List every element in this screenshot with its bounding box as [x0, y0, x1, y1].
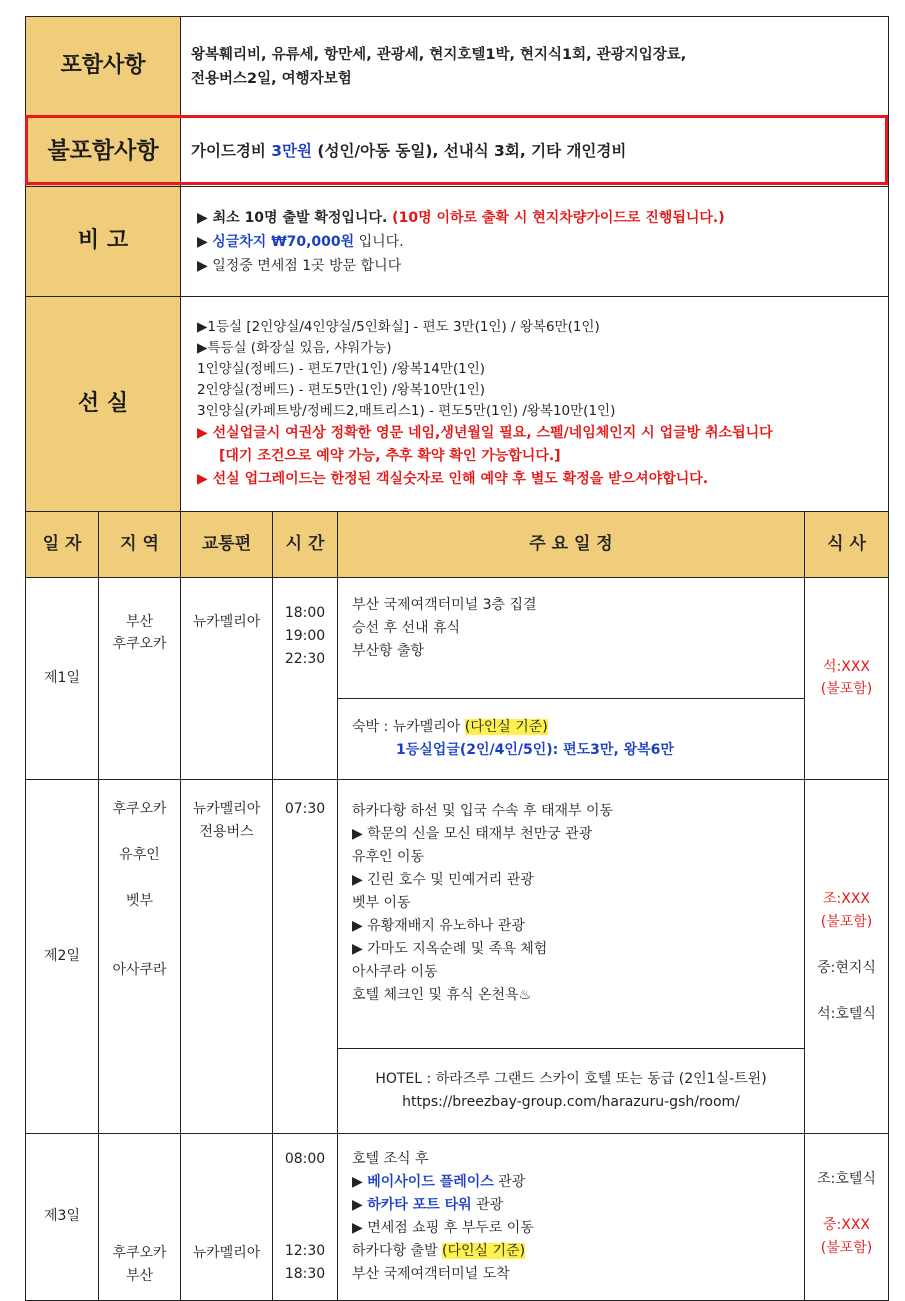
schedule-item: 벳부 이동	[352, 895, 411, 911]
schedule-item: 부산항 출항	[352, 643, 425, 659]
day2-hotel	[338, 1049, 805, 1134]
region-name: 벳부	[125, 893, 154, 909]
time-value: 22:30	[284, 651, 326, 667]
hotel-name: HOTEL : 하라즈루 그랜드 스카이 호텔 또는 동급 (2인1실-트윈)	[375, 1071, 767, 1087]
time-value: 08:00	[284, 1151, 326, 1167]
day3-transport: 뉴카멜리아	[181, 1134, 273, 1301]
schedule-item: ▶ 긴린 호수 및 민예거리 관광	[352, 872, 534, 888]
meal-note: (불포함)	[820, 1240, 873, 1256]
region-name: 후쿠오카	[112, 801, 167, 817]
region-name: 아사쿠라	[112, 962, 167, 978]
schedule-item: ▶ 학문의 신을 모신 태재부 천만궁 관광	[352, 826, 593, 842]
schedule-item: 승선 후 선내 휴식	[352, 620, 461, 636]
stay-basis: (다인실 기준)	[442, 1243, 526, 1259]
day3-schedule	[338, 1134, 805, 1301]
remarks-line-2	[197, 230, 878, 254]
remarks-line-2a: ▶	[197, 233, 213, 250]
remarks-text	[181, 187, 889, 297]
cabin-warning-1: ▶ 선실업글시 여권상 정확한 영문 네임,생년월일 필요, 스펠/네임체인지 시 업글방 취소됩니다	[197, 425, 773, 441]
remarks-line-1a: ▶ 최소 10명 출발 확정입니다.	[197, 209, 388, 226]
cabin-row	[26, 297, 889, 512]
transport-name: 전용버스	[199, 824, 254, 840]
schedule-item: 부산 국제여객터미널 도착	[352, 1266, 510, 1282]
cabin-warning-2: [대기 조건으로 예약 가능, 추후 확약 확인 가능합니다.]	[219, 448, 561, 464]
day3-region	[99, 1134, 181, 1301]
day1-meal	[805, 578, 889, 780]
transport-name: 뉴카멜리아	[192, 801, 261, 817]
header-day: 일 자	[26, 512, 99, 578]
schedule-item: 호텔 체크인 및 휴식 온천욕♨	[352, 987, 532, 1003]
day2-schedule	[338, 780, 805, 1049]
time-value: 18:30	[284, 1266, 326, 1282]
cabin-line: 2인양실(정베드) - 편도5만(1인) /왕복10만(1인)	[197, 382, 486, 398]
day2-meal	[805, 780, 889, 1134]
cabin-line: ▶1등실 [2인양실/4인양실/5인화실] - 편도 3만(1인) / 왕복6만(1인)	[197, 319, 600, 335]
meal-lunch: 중:현지식	[817, 959, 876, 976]
day2-label: 제2일	[26, 780, 99, 1134]
item-suffix: 관광	[471, 1197, 504, 1213]
time-value: 19:00	[284, 628, 326, 644]
region-name: 부산	[125, 1268, 154, 1284]
schedule-item: 부산 국제여객터미널 3층 집결	[352, 597, 537, 613]
remarks-label: 비 고	[26, 187, 181, 297]
stay-text: 숙박 : 뉴카멜리아	[352, 719, 465, 735]
schedule-item	[352, 1240, 790, 1263]
exclusions-text-c: (성인/아동 동일), 선내식 3회, 기타 개인경비	[312, 142, 627, 161]
meal-lunch: 중:XXX	[822, 1217, 870, 1233]
day2-transport	[181, 780, 273, 1134]
header-transport: 교통편	[181, 512, 273, 578]
day3-row	[26, 1134, 889, 1301]
bullet: ▶	[352, 1197, 368, 1213]
inclusions-label: 포함사항	[26, 17, 181, 117]
header-region: 지 역	[99, 512, 181, 578]
remarks-line-1	[197, 206, 878, 230]
cabin-text	[181, 297, 889, 512]
inclusions-text	[181, 17, 889, 117]
stay-line	[352, 716, 790, 739]
region-name: 부산	[125, 614, 154, 630]
meal-breakfast: 조:XXX	[822, 890, 870, 907]
exclusions-text-a: 가이드경비	[191, 142, 272, 161]
exclusions-label: 불포함사항	[26, 117, 181, 187]
day3-label: 제3일	[26, 1134, 99, 1301]
schedule-item: ▶ 면세점 쇼핑 후 부두로 이동	[352, 1220, 534, 1236]
schedule-item: ▶ 유황재배지 유노하나 관광	[352, 918, 525, 934]
hotel-url: https://breezbay-group.com/harazuru-gsh/room/	[402, 1094, 740, 1110]
stay-basis: (다인실 기준)	[464, 719, 548, 735]
day1-region	[99, 578, 181, 780]
region-name: 후쿠오카	[112, 635, 167, 652]
remarks-row	[26, 187, 889, 297]
day1-label: 제1일	[26, 578, 99, 780]
meal-note: (불포함)	[820, 913, 873, 930]
exclusions-row	[26, 117, 889, 187]
day1-stay	[338, 699, 805, 780]
cabin-label: 선 실	[26, 297, 181, 512]
day2-region	[99, 780, 181, 1134]
meal-note: (불포함)	[820, 680, 873, 697]
remarks-line-1b: (10명 이하로 출확 시 현지차량가이드로 진행됩니다.)	[387, 209, 725, 226]
item-text: 하카다항 출발	[352, 1243, 443, 1259]
itinerary-sheet	[25, 16, 888, 1284]
region-name: 후쿠오카	[112, 1245, 167, 1261]
schedule-item	[352, 1171, 790, 1194]
header-time: 시 간	[273, 512, 338, 578]
remarks-line-3: ▶ 일정중 면세점 1곳 방문 합니다	[197, 257, 402, 274]
day1-times	[273, 578, 338, 780]
meal-dinner: 석:호텔식	[817, 1005, 876, 1022]
guide-fee: 3만원	[271, 142, 312, 161]
schedule-item: 하카다항 하선 및 입국 수속 후 태재부 이동	[352, 803, 614, 819]
day2-row-a	[26, 780, 889, 1049]
region-name: 유후인	[119, 847, 160, 863]
info-table	[25, 16, 889, 512]
cabin-line: ▶특등실 (화장실 있음, 샤워가능)	[197, 340, 392, 356]
exclusions-text	[181, 117, 889, 187]
day1-row-a	[26, 578, 889, 699]
schedule-header-row	[26, 512, 889, 578]
day1-transport: 뉴카멜리아	[181, 578, 273, 780]
schedule-item: 아사쿠라 이동	[352, 964, 438, 980]
meal-dinner: 석:XXX	[822, 658, 870, 675]
schedule-item: ▶ 가마도 지옥순례 및 족욕 체험	[352, 941, 548, 957]
time-value: 12:30	[284, 1243, 326, 1259]
time-value: 18:00	[284, 605, 326, 621]
inclusions-line: 전용버스2일, 여행자보험	[191, 70, 352, 87]
inclusions-row	[26, 17, 889, 117]
place-name: 하카타 포트 타워	[367, 1197, 472, 1213]
cabin-line: 1인양실(정베드) - 편도7만(1인) /왕복14만(1인)	[197, 361, 486, 377]
stay-upgrade: 1등실업글(2인/4인/5인): 편도3만, 왕복6만	[396, 742, 674, 758]
item-suffix: 관광	[493, 1174, 526, 1190]
schedule-item	[352, 1194, 790, 1217]
day3-meal	[805, 1134, 889, 1301]
single-charge: 싱글차지 ₩70,000원	[212, 233, 355, 250]
meal-breakfast: 조:호텔식	[817, 1171, 876, 1187]
schedule-item: 호텔 조식 후	[352, 1151, 429, 1167]
inclusions-line: 왕복훼리비, 유류세, 항만세, 관광세, 현지호텔1박, 현지식1회, 관광지입장료,	[191, 46, 687, 63]
cabin-line: 3인양실(카페트방/정베드2,매트리스1) - 편도5만(1인) /왕복10만(1인)	[197, 403, 616, 419]
schedule-item: 유후인 이동	[352, 849, 425, 865]
day1-schedule	[338, 578, 805, 699]
cabin-warning-3: ▶ 선실 업그레이드는 한정된 객실숫자로 인해 예약 후 별도 확정을 받으셔야합니다.	[197, 471, 709, 487]
header-meal: 식 사	[805, 512, 889, 578]
day2-time: 07:30	[273, 780, 338, 1134]
remarks-line-2c: 입니다.	[354, 233, 404, 250]
place-name: 베이사이드 플레이스	[367, 1174, 494, 1190]
schedule-table	[25, 511, 889, 1301]
day3-times	[273, 1134, 338, 1301]
bullet: ▶	[352, 1174, 368, 1190]
header-main-schedule: 주 요 일 정	[338, 512, 805, 578]
